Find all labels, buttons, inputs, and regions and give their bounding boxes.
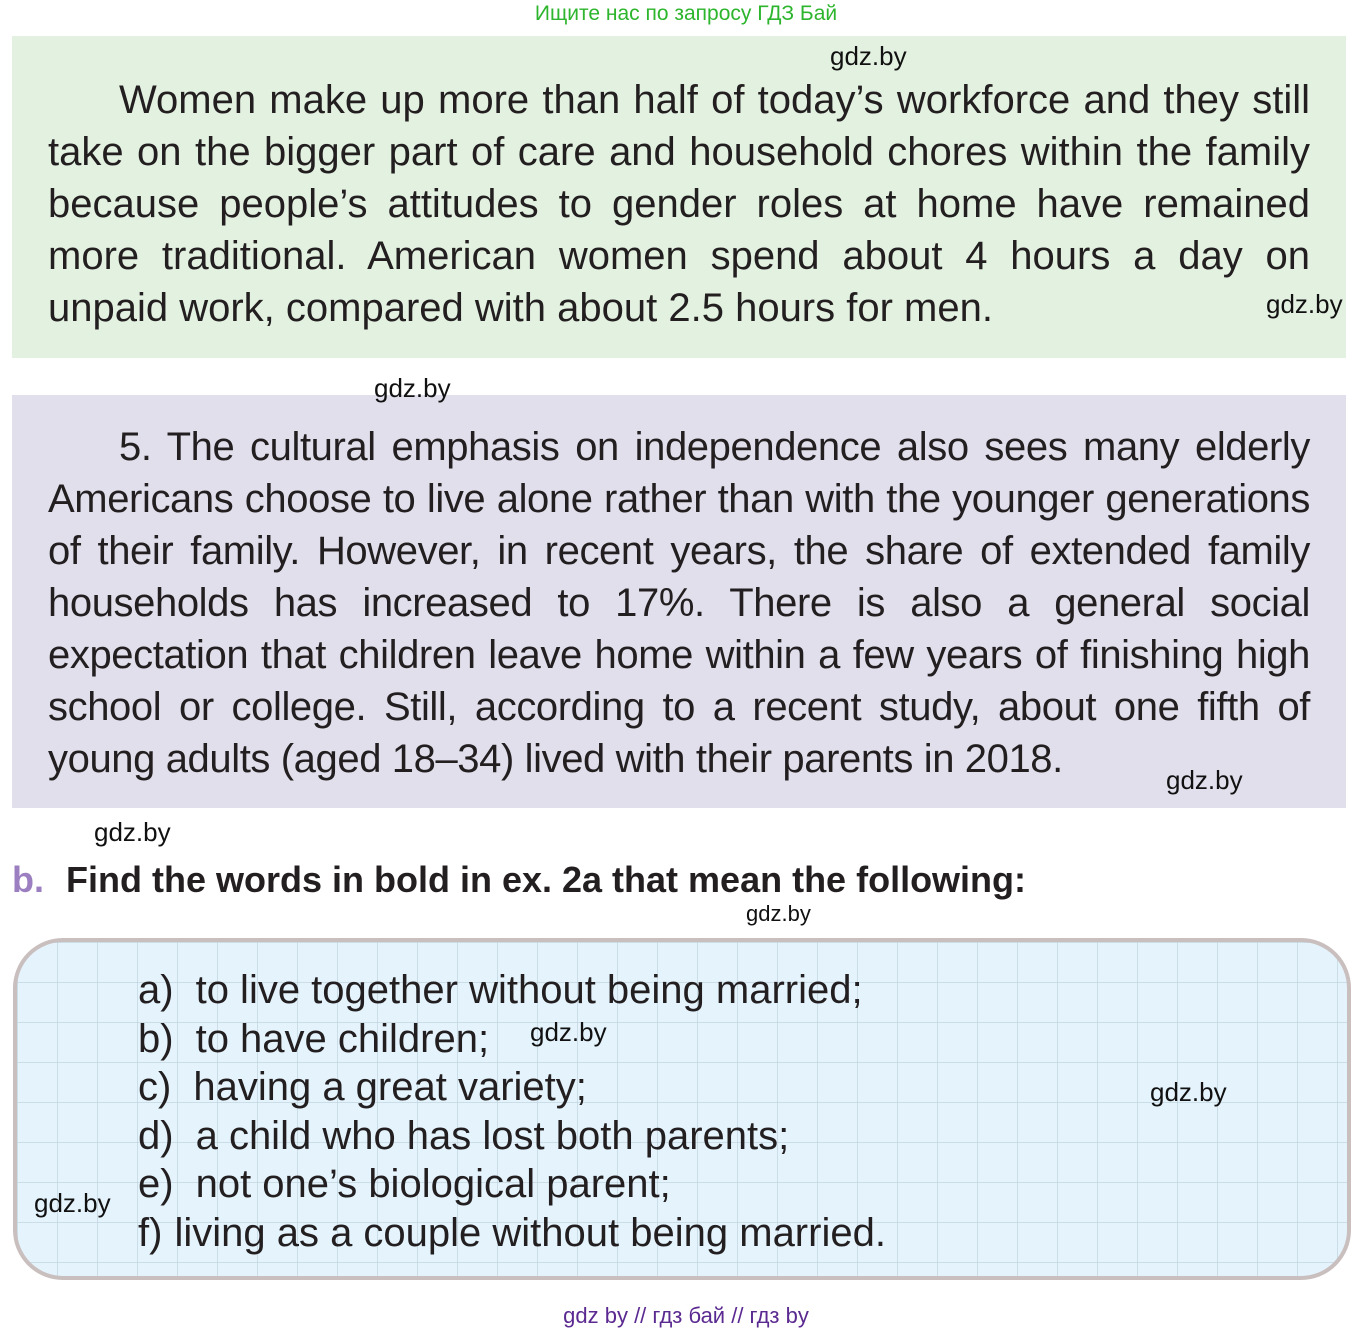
paragraph-independence: 5. The cultural emphasis on independence also sees many elderly Americans choose to live alone rather than with the younger generations of their family. However, in recent years, the share of extended family households has increased to 17%. There is also a general social expectation that children leave home within a few years of finishing high school or college. Still, according to a recent study, about one fifth of young adults (aged 18–34) lived with their parents in 2018.: [48, 425, 1310, 781]
watermark: gdz.by: [1150, 1077, 1227, 1107]
watermark: gdz.by: [530, 1017, 607, 1047]
item-text: not one’s biological parent;: [195, 1162, 671, 1206]
definition-item: [138, 966, 886, 1015]
definition-item: [138, 1015, 886, 1064]
watermark: gdz.by: [34, 1188, 111, 1218]
item-text: having a great variety;: [193, 1065, 587, 1109]
watermark: gdz.by: [94, 817, 171, 847]
watermark: gdz.by: [830, 41, 907, 71]
item-letter: d): [138, 1113, 174, 1158]
paragraph-workforce: Women make up more than half of today’s workforce and they still take on the bigger part of care and household chores within the family because people’s attitudes to gender roles at home have remained more traditional. American women spend about 4 hours a day on unpaid work, compared with about 2.5 hours for men.: [48, 78, 1310, 330]
item-letter: a): [138, 968, 174, 1012]
watermark: gdz.by: [746, 901, 811, 926]
item-letter: c): [138, 1065, 172, 1109]
task-letter: b.: [12, 859, 44, 900]
top-banner: Ищите нас по запросу ГДЗ Бай: [534, 2, 838, 25]
definition-item: [138, 1209, 886, 1258]
item-text: a child who has lost both parents;: [195, 1113, 790, 1158]
watermark: gdz.by: [1166, 765, 1243, 795]
definition-item: [138, 1112, 886, 1161]
item-letter: b): [138, 1016, 174, 1061]
watermark: gdz.by: [374, 373, 451, 403]
item-text: living as a couple without being married.: [174, 1210, 886, 1255]
task-text: Find the words in bold in ex. 2a that mean the following:: [66, 859, 1027, 900]
definition-item: [138, 1063, 886, 1112]
definition-item: [138, 1160, 886, 1209]
item-text: to have children;: [195, 1016, 490, 1061]
task-heading: [12, 858, 1026, 902]
watermark: gdz.by: [1266, 289, 1343, 319]
item-letter: e): [138, 1162, 174, 1206]
footer-links: gdz by // гдз бай // гдз by: [563, 1303, 809, 1328]
item-letter: f): [138, 1210, 163, 1255]
definitions-list: [138, 966, 886, 1257]
item-text: to live together without being married;: [195, 968, 863, 1012]
